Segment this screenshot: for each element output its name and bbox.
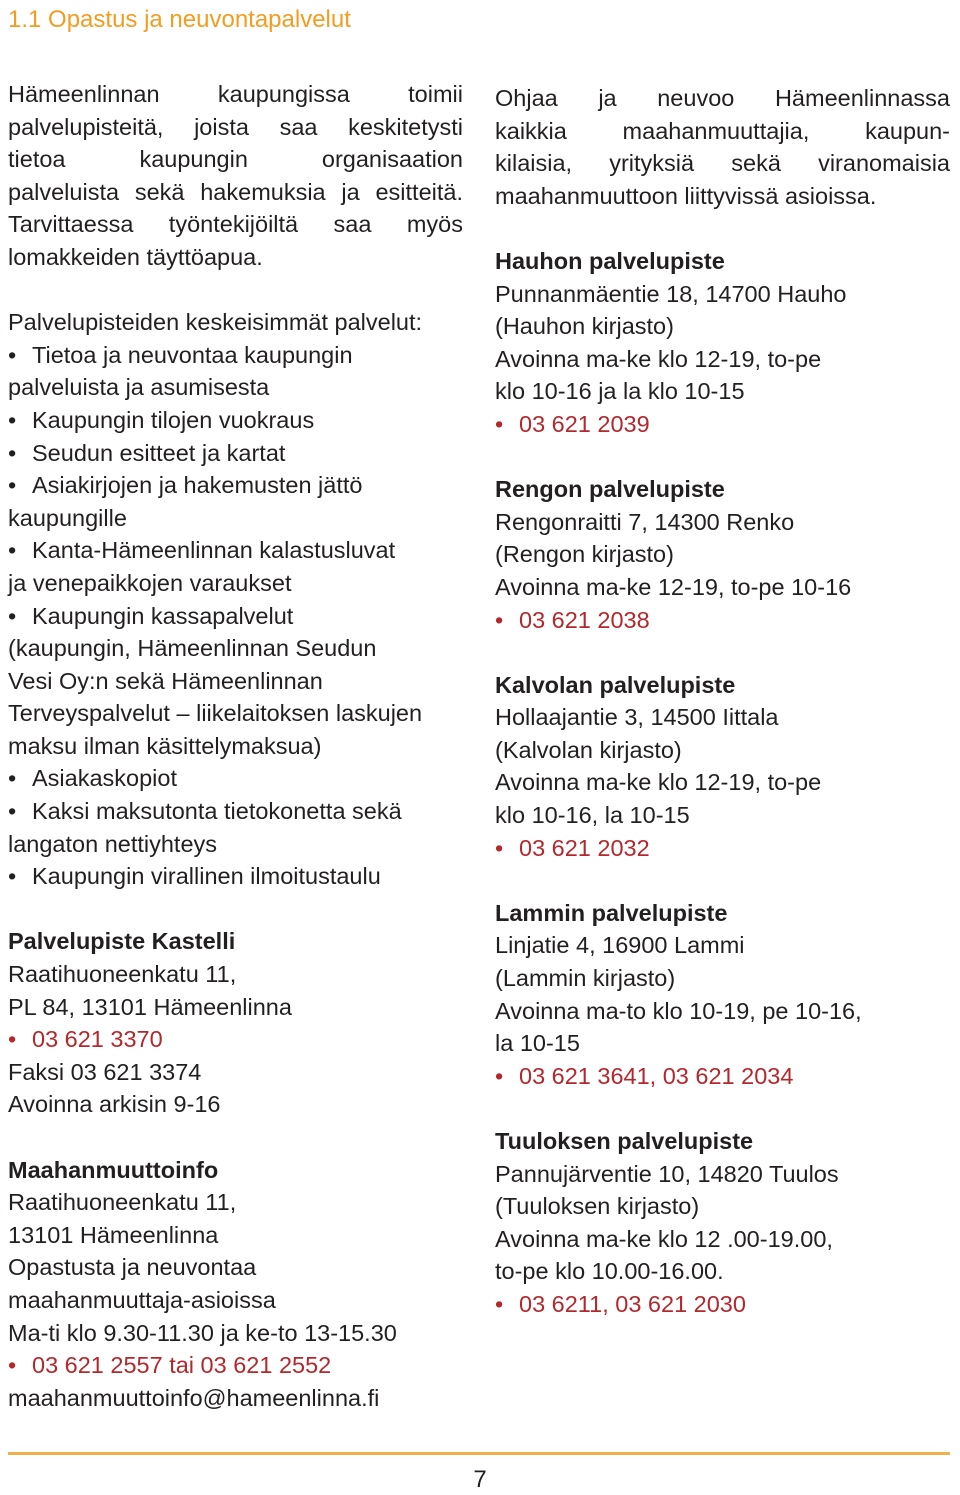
office-heading: Kalvolan palvelupiste xyxy=(495,671,736,698)
description-line: Opastusta ja neuvontaa xyxy=(8,1254,257,1281)
office-heading: Hauhon palvelupiste xyxy=(495,247,725,274)
bullet-icon: • xyxy=(8,406,17,433)
intro-line: palvelupisteitä, joista saa keskitetysti xyxy=(8,113,463,140)
office-line: Avoinna ma-ke 12-19, to-pe 10-16 xyxy=(495,573,852,600)
bullet-icon: • xyxy=(8,439,17,466)
list-item: • Kaupungin virallinen ilmoitustaulu xyxy=(8,860,463,893)
office-kalvola xyxy=(495,669,950,865)
intro-line: lomakkeiden täyttöapua. xyxy=(8,243,263,270)
kastelli-block xyxy=(8,925,463,1121)
office-line: Pannujärventie 10, 14820 Tuulos xyxy=(495,1160,839,1187)
bullet-icon: • xyxy=(495,606,504,633)
phone-number: • 03 6211, 03 621 2030 xyxy=(495,1288,950,1321)
intro-paragraph xyxy=(8,78,463,274)
office-renko xyxy=(495,473,950,636)
bullet-icon: • xyxy=(8,472,17,499)
intro-line: Tarvittaessa työntekijöiltä saa myös xyxy=(8,211,463,238)
phone-number: • 03 621 3370 xyxy=(8,1023,463,1056)
bullet-icon: • xyxy=(8,863,17,890)
intro-line: kaikkia maahanmuuttajia, kaupun- xyxy=(495,117,950,144)
office-line: Avoinna ma-ke klo 12 .00-19.00, xyxy=(495,1225,833,1252)
list-item: • Asiakirjojen ja hakemusten jättö kaupungille xyxy=(8,469,463,534)
office-line: klo 10-16 ja la klo 10-15 xyxy=(495,378,745,405)
list-item: • Asiakaskopiot xyxy=(8,762,463,795)
footer-divider xyxy=(8,1452,950,1455)
bullet-icon: • xyxy=(8,765,17,792)
office-line: Hollaajantie 3, 14500 Iittala xyxy=(495,704,779,731)
email-address: maahanmuuttoinfo@hameenlinna.fi xyxy=(8,1384,380,1411)
phone-number: • 03 621 2032 xyxy=(495,832,950,865)
bullet-icon: • xyxy=(495,834,504,861)
office-line: Rengonraitti 7, 14300 Renko xyxy=(495,508,795,535)
office-line: Linjatie 4, 16900 Lammi xyxy=(495,932,745,959)
office-heading: Rengon palvelupiste xyxy=(495,476,725,503)
office-heading: Palvelupiste Kastelli xyxy=(8,928,236,955)
intro-line: tietoa kaupungin organisaation xyxy=(8,146,463,173)
intro-line: palveluista sekä hakemuksia ja esitteitä. xyxy=(8,178,463,205)
right-column xyxy=(495,82,950,1321)
phone-number: • 03 621 2557 tai 03 621 2552 xyxy=(8,1349,463,1382)
office-line: (Lammin kirjasto) xyxy=(495,965,676,992)
bullet-icon: • xyxy=(8,1026,17,1053)
address-line: PL 84, 13101 Hämeenlinna xyxy=(8,993,292,1020)
intro-line: kilaisia, yrityksiä sekä viranomaisia xyxy=(495,150,950,177)
office-heading: Lammin palvelupiste xyxy=(495,899,728,926)
bullet-icon: • xyxy=(8,341,17,368)
office-line: klo 10-16, la 10-15 xyxy=(495,802,690,829)
list-item: • Kaupungin kassapalvelut (kaupungin, Hämeenlinnan Seudun Vesi Oy:n sekä Hämeenlinnan Terveyspalvelut – liikelaitoksen laskujen maksu ilman käsittelymaksua) xyxy=(8,600,463,763)
list-item: • Kanta-Hämeenlinnan kalastusluvat ja venepaikkojen varaukset xyxy=(8,534,463,599)
phone-number: • 03 621 2038 xyxy=(495,604,950,637)
office-line: Avoinna ma-ke klo 12-19, to-pe xyxy=(495,769,822,796)
office-line: (Tuuloksen kirjasto) xyxy=(495,1193,700,1220)
office-line: Punnanmäentie 18, 14700 Hauho xyxy=(495,280,847,307)
fax-number: Faksi 03 621 3374 xyxy=(8,1058,202,1085)
office-heading: Maahanmuuttoinfo xyxy=(8,1156,219,1183)
list-item: • Kaksi maksutonta tietokonetta sekä langaton nettiyhteys xyxy=(8,795,463,860)
opening-hours: Avoinna arkisin 9-16 xyxy=(8,1091,221,1118)
office-line: (Kalvolan kirjasto) xyxy=(495,736,682,763)
phone-number: • 03 621 3641, 03 621 2034 xyxy=(495,1060,950,1093)
office-tuulos xyxy=(495,1125,950,1321)
address-line: Raatihuoneenkatu 11, xyxy=(8,1189,237,1216)
office-hauho xyxy=(495,245,950,441)
intro-line: Ohjaa ja neuvoo Hämeenlinnassa xyxy=(495,85,950,111)
office-line: (Rengon kirjasto) xyxy=(495,541,674,568)
description-line: maahanmuuttaja-asioissa xyxy=(8,1286,276,1313)
bullet-icon: • xyxy=(495,1290,504,1317)
list-item: • Seudun esitteet ja kartat xyxy=(8,437,463,470)
services-heading: Palvelupisteiden keskeisimmät palvelut: xyxy=(8,309,423,336)
page-number: 7 xyxy=(473,1466,487,1493)
intro-line: maahanmuuttoon liittyvissä asioissa. xyxy=(495,182,877,209)
services-list xyxy=(8,339,463,893)
section-title: 1.1 Opastus ja neuvontapalvelut xyxy=(8,6,351,33)
bullet-icon: • xyxy=(8,798,17,825)
bullet-icon: • xyxy=(8,1352,17,1379)
office-line: la 10-15 xyxy=(495,1030,580,1057)
left-column xyxy=(8,78,463,1414)
office-line: (Hauhon kirjasto) xyxy=(495,313,674,340)
list-item: • Kaupungin tilojen vuokraus xyxy=(8,404,463,437)
list-item: • Tietoa ja neuvontaa kaupungin palveluista ja asumisesta xyxy=(8,339,463,404)
maahanmuuttoinfo-block xyxy=(8,1154,463,1415)
office-heading: Tuuloksen palvelupiste xyxy=(495,1128,754,1154)
bullet-icon: • xyxy=(8,602,17,629)
address-line: 13101 Hämeenlinna xyxy=(8,1221,219,1248)
address-line: Raatihuoneenkatu 11, xyxy=(8,961,237,988)
intro-line: Hämeenlinnan kaupungissa toimii xyxy=(8,81,463,107)
bullet-icon: • xyxy=(495,1062,504,1089)
office-line: Avoinna ma-to klo 10-19, pe 10-16, xyxy=(495,997,862,1024)
intro-paragraph xyxy=(495,82,950,212)
office-lammi xyxy=(495,897,950,1093)
bullet-icon: • xyxy=(495,410,504,437)
phone-number: • 03 621 2039 xyxy=(495,408,950,441)
opening-hours: Ma-ti klo 9.30-11.30 ja ke-to 13-15.30 xyxy=(8,1319,397,1346)
office-line: Avoinna ma-ke klo 12-19, to-pe xyxy=(495,345,822,372)
bullet-icon: • xyxy=(8,537,17,564)
office-line: to-pe klo 10.00-16.00. xyxy=(495,1258,724,1285)
